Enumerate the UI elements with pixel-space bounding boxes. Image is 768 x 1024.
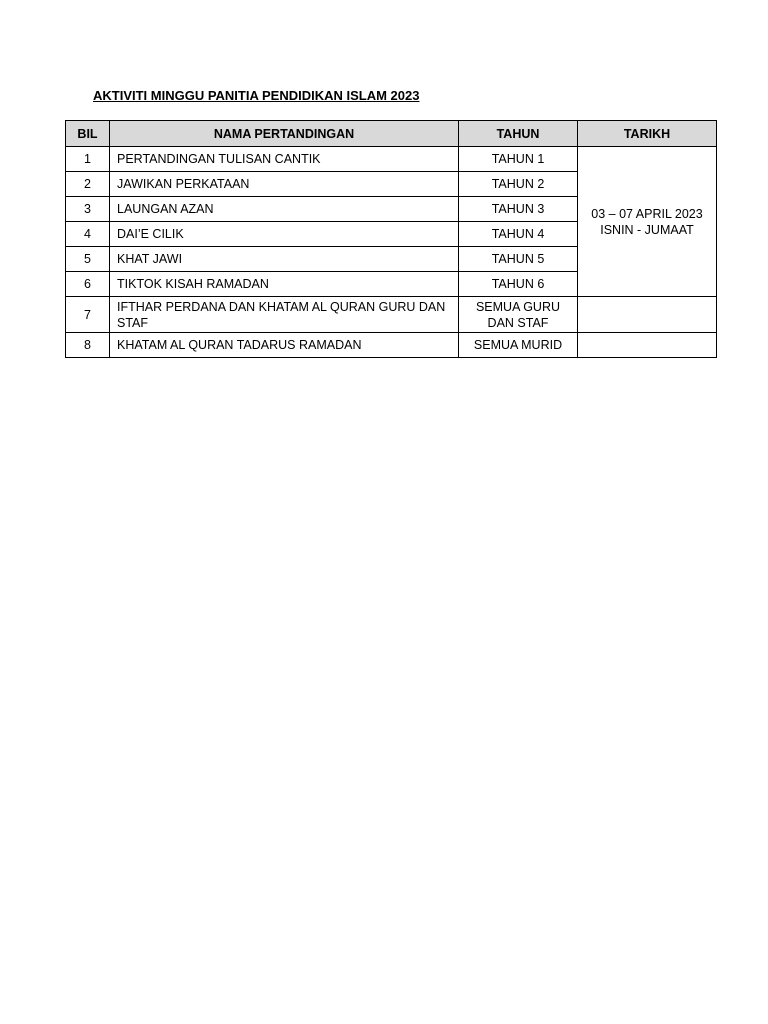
table-row [66, 297, 717, 333]
cell-bil: 3 [66, 197, 110, 222]
cell-tahun: SEMUA MURID [459, 333, 578, 358]
cell-bil: 4 [66, 222, 110, 247]
cell-bil: 8 [66, 333, 110, 358]
cell-tahun: TAHUN 3 [459, 197, 578, 222]
cell-nama: JAWIKAN PERKATAAN [110, 172, 459, 197]
cell-nama: TIKTOK KISAH RAMADAN [110, 272, 459, 297]
table-row [66, 147, 717, 172]
cell-tahun: TAHUN 1 [459, 147, 578, 172]
cell-nama: KHATAM AL QURAN TADARUS RAMADAN [110, 333, 459, 358]
header-nama-pertandingan: NAMA PERTANDINGAN [110, 121, 459, 147]
header-tahun: TAHUN [459, 121, 578, 147]
header-tarikh: TARIKH [578, 121, 717, 147]
cell-bil: 7 [66, 297, 110, 333]
cell-nama: KHAT JAWI [110, 247, 459, 272]
cell-bil: 1 [66, 147, 110, 172]
cell-tarikh [578, 333, 717, 358]
cell-nama: DAI’E CILIK [110, 222, 459, 247]
cell-nama: LAUNGAN AZAN [110, 197, 459, 222]
cell-tahun: TAHUN 6 [459, 272, 578, 297]
activity-table [65, 120, 717, 358]
cell-bil: 6 [66, 272, 110, 297]
cell-nama: PERTANDINGAN TULISAN CANTIK [110, 147, 459, 172]
tarikh-date: 03 – 07 APRIL 2023 [591, 206, 703, 221]
table-row [66, 333, 717, 358]
cell-nama: IFTHAR PERDANA DAN KHATAM AL QURAN GURU DAN STAF [110, 297, 459, 333]
document-title: AKTIVITI MINGGU PANITIA PENDIDIKAN ISLAM 2023 [93, 88, 420, 103]
table-header-row [66, 121, 717, 147]
cell-tarikh-merged [578, 147, 717, 297]
cell-tarikh [578, 297, 717, 333]
tarikh-days: ISNIN - JUMAAT [600, 222, 694, 237]
cell-tahun: TAHUN 4 [459, 222, 578, 247]
cell-tahun: TAHUN 2 [459, 172, 578, 197]
header-bil: BIL [66, 121, 110, 147]
cell-tahun: SEMUA GURU DAN STAF [459, 297, 578, 333]
cell-bil: 2 [66, 172, 110, 197]
cell-bil: 5 [66, 247, 110, 272]
cell-tahun: TAHUN 5 [459, 247, 578, 272]
